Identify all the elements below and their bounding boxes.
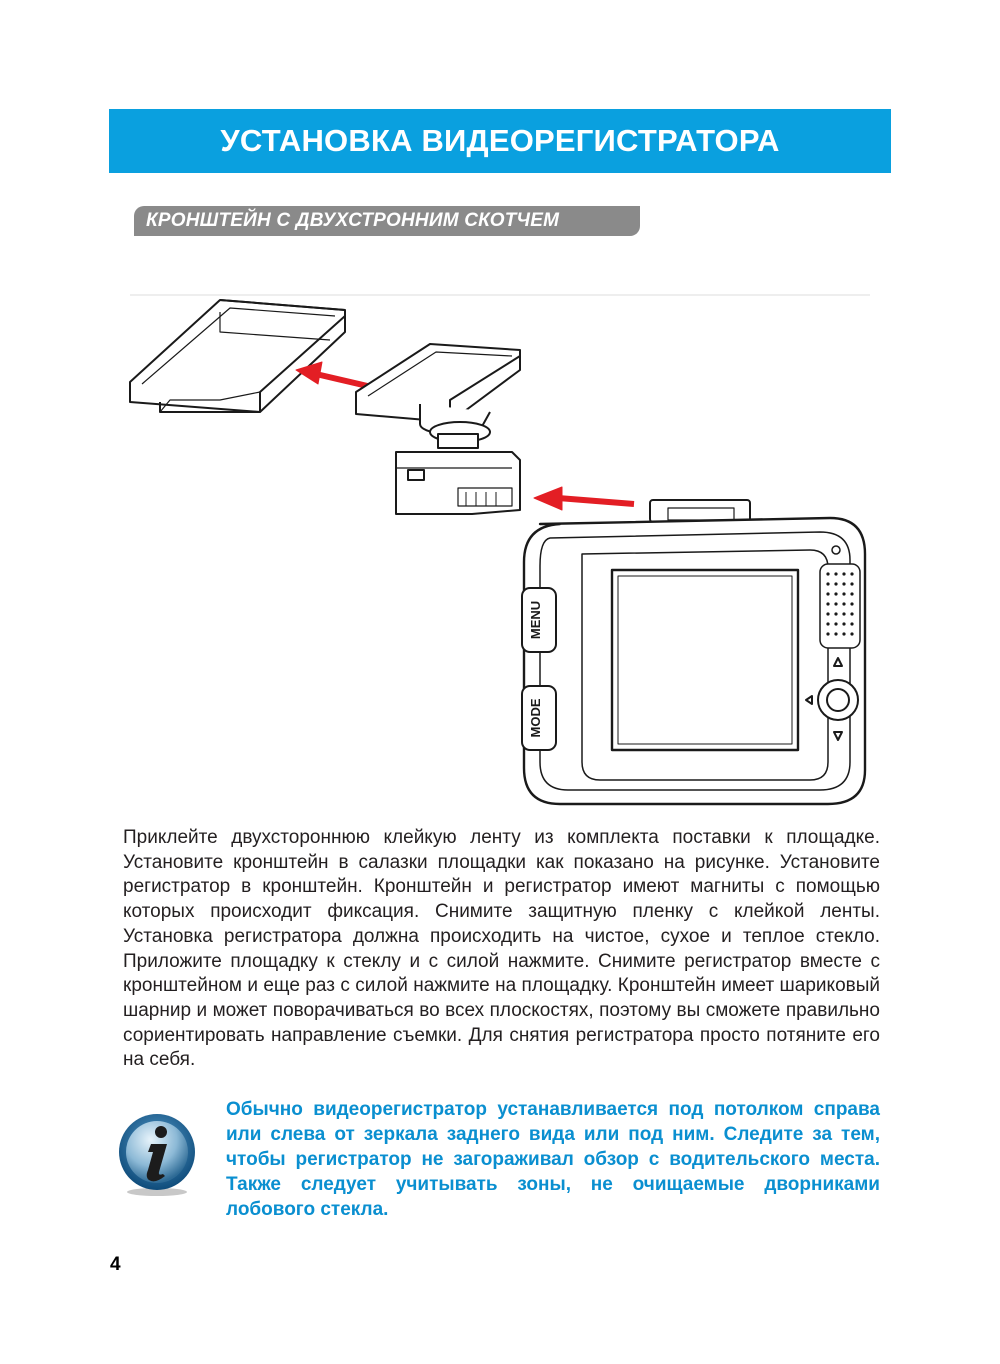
page-title: УСТАНОВКА ВИДЕОРЕГИСТРАТОРА xyxy=(220,123,780,158)
section-subtitle: КРОНШТЕЙН С ДВУХСТРОННИМ СКОТЧЕМ xyxy=(146,210,560,231)
info-icon xyxy=(117,1112,197,1196)
title-bar xyxy=(109,109,891,173)
mode-button-label: MODE xyxy=(528,698,543,738)
note-block xyxy=(226,1097,880,1222)
instruction-paragraph xyxy=(123,826,880,1073)
arrow-to-pad xyxy=(296,362,376,388)
note-text: Обычно видеорегистратор устанавливается под потолком справа или слева от зеркала заднего вида или под ним. Следите за тем, чтобы регистратор не загораживал обзор с водительского места. Также следует учитывать зоны, не очищаемые дворниками лобового стекла. xyxy=(226,1099,880,1220)
dashcam-device xyxy=(522,500,865,804)
installation-illustration xyxy=(120,292,880,812)
mounting-bracket xyxy=(356,344,520,514)
adhesive-pad xyxy=(130,300,345,412)
instruction-text: Приклейте двухстороннюю клейкую ленту из комплекта поставки к площадке. Установите кронштейн в салазки площадки как показано на рисунке. Установите регистратор в кронштейн. Кронштейн и регистратор имеют магниты с помощью которых происходит фиксация. Снимите защитную пленку с клейкой ленты. Установка регистратора должна происходить на чистое, сухое и теплое стекло. Приложите площадку к стеклу и с силой нажмите. Снимите регистратор вместе с кронштейном и еще раз с силой нажмите на площадку. Кронштейн имеет шариковый шарнир и может поворачиваться во всех плоскостях, поэтому вы сможете правильно сориентировать направление съемки. Для снятия регистратора просто потяните его на себя. xyxy=(123,827,880,1071)
section-subtitle-badge xyxy=(134,206,640,236)
arrow-to-bracket xyxy=(534,487,634,510)
menu-button-label: MENU xyxy=(528,600,543,640)
page-number: 4 xyxy=(110,1254,121,1275)
